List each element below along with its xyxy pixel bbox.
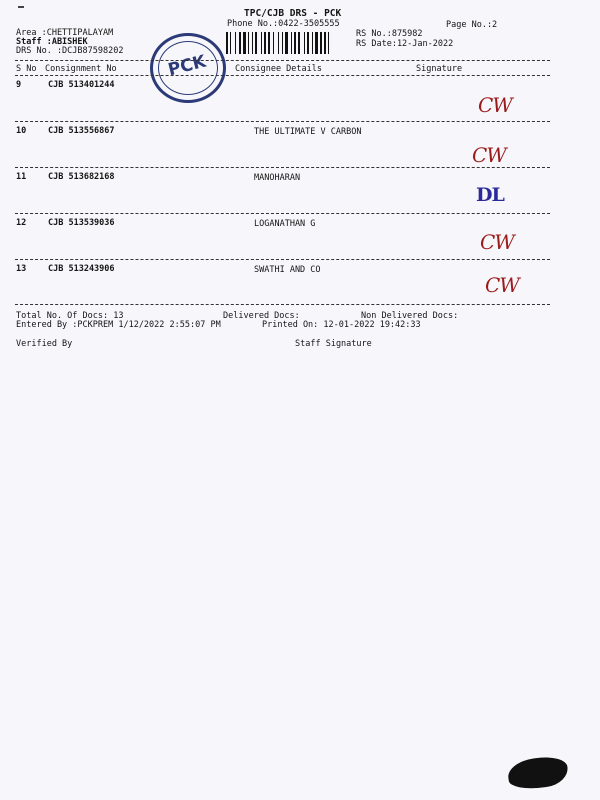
document-title: TPC/CJB DRS - PCK [244,8,342,19]
delivered-docs: Delivered Docs: [223,311,300,321]
row-consignment: CJB 513682168 [48,172,115,182]
corner-mark [18,6,24,8]
divider [15,121,550,122]
drs-number: DRS No. :DCJB87598202 [16,46,124,56]
col-signature: Signature [416,64,463,74]
row-consignment: CJB 513539036 [48,218,115,228]
row-consignment: CJB 513401244 [48,80,115,90]
divider [15,75,550,76]
col-sno: S No [16,64,37,74]
handwritten-signature: CW [485,273,519,297]
entered-by: Entered By :PCKPREM 1/12/2022 2:55:07 PM [16,320,221,330]
phone-number: Phone No.:0422-3505555 [227,19,340,29]
divider [15,259,550,260]
barcode [226,32,350,54]
divider [15,213,550,214]
staff-field: Staff :ABISHEK [16,37,88,47]
page-number: Page No.:2 [446,20,498,30]
row-sno: 10 [16,126,27,136]
row-sno: 13 [16,264,27,274]
handwritten-signature: CW [480,230,514,254]
row-sno: 9 [16,80,22,90]
row-sno: 11 [16,172,27,182]
col-consignment: Consignment No [45,64,117,74]
row-consignee: LOGANATHAN G [254,219,316,229]
row-consignee: MANOHARAN [254,173,301,183]
rs-number: RS No.:875982 [356,29,423,39]
divider [15,167,550,168]
col-consignee: Consignee Details [235,64,322,74]
total-docs: Total No. Of Docs: 13 [16,311,124,321]
ink-smudge [506,754,570,792]
handwritten-signature: CW [472,143,506,167]
verified-by: Verified By [16,339,73,349]
stamp-text: PCK [166,51,208,81]
divider [15,304,550,305]
row-consignee: THE ULTIMATE V CARBON [254,127,362,137]
area-field: Area :CHETTIPALAYAM [16,28,114,38]
staff-signature-label: Staff Signature [295,339,372,349]
handwritten-signature: DL [476,184,504,206]
handwritten-signature: CW [478,93,512,117]
rs-date: RS Date:12-Jan-2022 [356,39,454,49]
row-consignment: CJB 513243906 [48,264,115,274]
row-consignment: CJB 513556867 [48,126,115,136]
divider [15,60,550,61]
row-consignee: SWATHI AND CO [254,265,321,275]
non-delivered-docs: Non Delivered Docs: [361,311,459,321]
printed-on: Printed On: 12-01-2022 19:42:33 [262,320,421,330]
pck-stamp [150,33,226,103]
row-sno: 12 [16,218,27,228]
